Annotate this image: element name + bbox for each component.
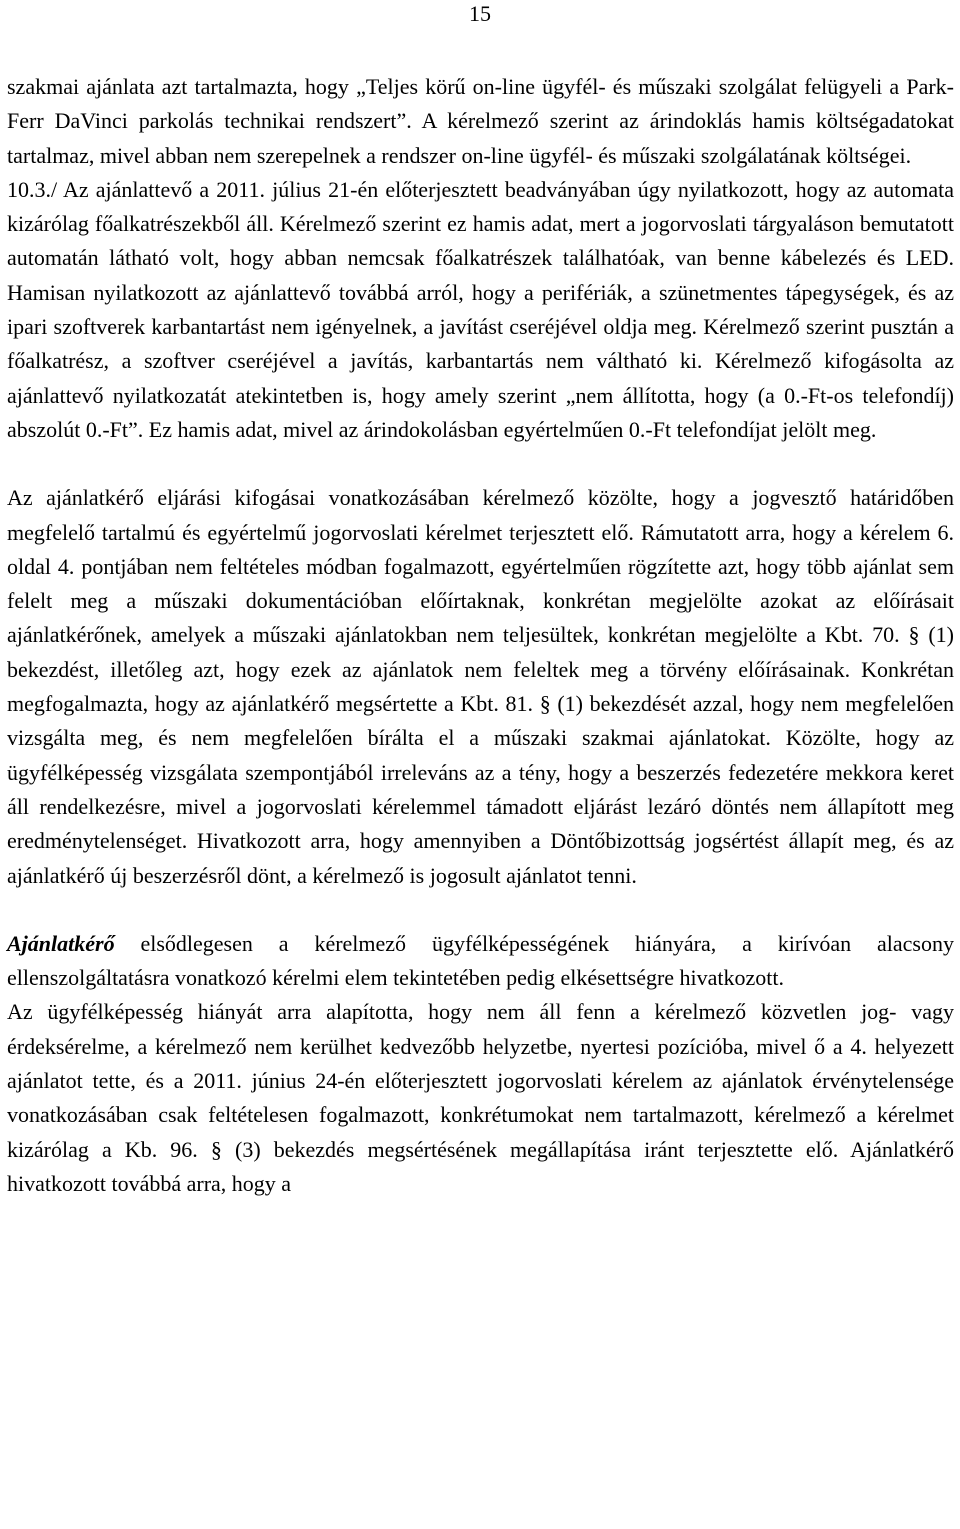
paragraph-3: Az ajánlatkérő eljárási kifogásai vonatkozásában kérelmező közölte, hogy a jogvesztő határidőben megfelelő tartalmú és egyértelmű jogorvoslati kérelmet terjesztett elő. Rámutatott arra, hogy a kérelem 6. oldal 4. pontjában nem feltételes módban fogalmazott, egyértelműen rögzítette azt, hogy több ajánlat sem felelt meg a műszaki dokumentációban előírtaknak, konkrétan megjelölte azokat az előírásait ajánlatkérőnek, amelyek a műszaki ajánlatokban nem teljesültek, konkrétan megjelölte a Kbt. 70. § (1) bekezdést, illetőleg azt, hogy ezek az ajánlatok nem feleltek meg a törvény előírásainak. Konkrétan megfogalmazta, hogy az ajánlatkérő megsértette a Kbt. 81. § (1) bekezdését azzal, hogy nem megfelelően vizsgálta meg, és nem megfelelően bírálta el a műszaki szakmai ajánlatokat. Közölte, hogy az ügyfélképesség vizsgálata szempontjából irreleváns az a tény, hogy a beszerzés fedezetére mekkora keret áll rendelkezésre, mivel a jogorvoslati kérelemmel támadott eljárást lezáró döntés nem állapított meg eredménytelenséget. Hivatkozott arra, hogy amennyiben a Döntőbizottság jogsértést állapít meg, és az ajánlatkérő új beszerzésről dönt, a kérelmező is jogosult ajánlatot tenni. bbox=[7, 485, 954, 888]
paragraph-4 bbox=[7, 927, 954, 996]
paragraph-spacer bbox=[7, 447, 954, 481]
paragraph-1: szakmai ajánlata azt tartalmazta, hogy „Teljes körű on-line ügyfél- és műszaki szolgálat felügyeli a Park-Ferr DaVinci parkolás technikai rendszert”. A kérelmező szerint az árindoklás hamis költségadatokat tartalmaz, mivel abban nem szerepelnek a rendszer on-line ügyfél- és műszaki szolgálatának költségei. bbox=[7, 74, 954, 168]
paragraph-2: 10.3./ Az ajánlattevő a 2011. július 21-én előterjesztett beadványában úgy nyilatkozott, hogy az automata kizárólag főalkatrészekből áll. Kérelmező szerint ez hamis adat, mert a jogorvoslati tárgyaláson bemutatott automatán látható volt, hogy abban nemcsak főalkatrészek találhatóak, van benne kábelezés és LED. Hamisan nyilatkozott az ajánlattevő továbbá arról, hogy a perifériák, a szünetmentes tápegységek, és az ipari szoftverek karbantartást nem igényelnek, a javítást cseréjével oldja meg. Kérelmező szerint pusztán a főalkatrész, a szoftver cseréjével a javítás, karbantartás nem váltható ki. Kérelmező kifogásolta az ajánlattevő nyilatkozatát atekintetben is, hogy amely szerint „nem állította, hogy (a 0.-Ft-os telefondíj) abszolút 0.-Ft”. Ez hamis adat, mivel az árindokolásban egyértelműen 0.-Ft telefondíjat jelölt meg. bbox=[7, 176, 954, 442]
paragraph-4-lead: Ajánlatkérő bbox=[7, 930, 115, 956]
page-number: 15 bbox=[469, 1, 491, 26]
paragraph-spacer bbox=[7, 893, 954, 927]
document-body bbox=[7, 70, 954, 1201]
paragraph-5: Az ügyfélképesség hiányát arra alapította, hogy nem áll fenn a kérelmező közvetlen jog- vagy érdeksérelme, a kérelmező nem kerülhet kedvezőbb helyzetbe, nyertesi pozícióba, mivel ő a 4. helyezett ajánlatot tette, és a 2011. június 24-én előterjesztett jogorvoslati kérelem az ajánlatok érvénytelensége vonatkozásában csak feltételesen fogalmazott, konkrétumokat nem tartalmazott, kérelmező a kérelmet kizárólag a Kb. 96. § (3) bekezdés megsértésének megállapítása iránt terjesztette elő. Ajánlatkérő hivatkozott továbbá arra, hogy a bbox=[7, 999, 954, 1196]
paragraph-4-text: elsődlegesen a kérelmező ügyfélképességének hiányára, a kirívóan alacsony ellenszolgáltatásra vonatkozó kérelmi elem tekintetében pedig elkésettségre hivatkozott. bbox=[7, 930, 954, 991]
